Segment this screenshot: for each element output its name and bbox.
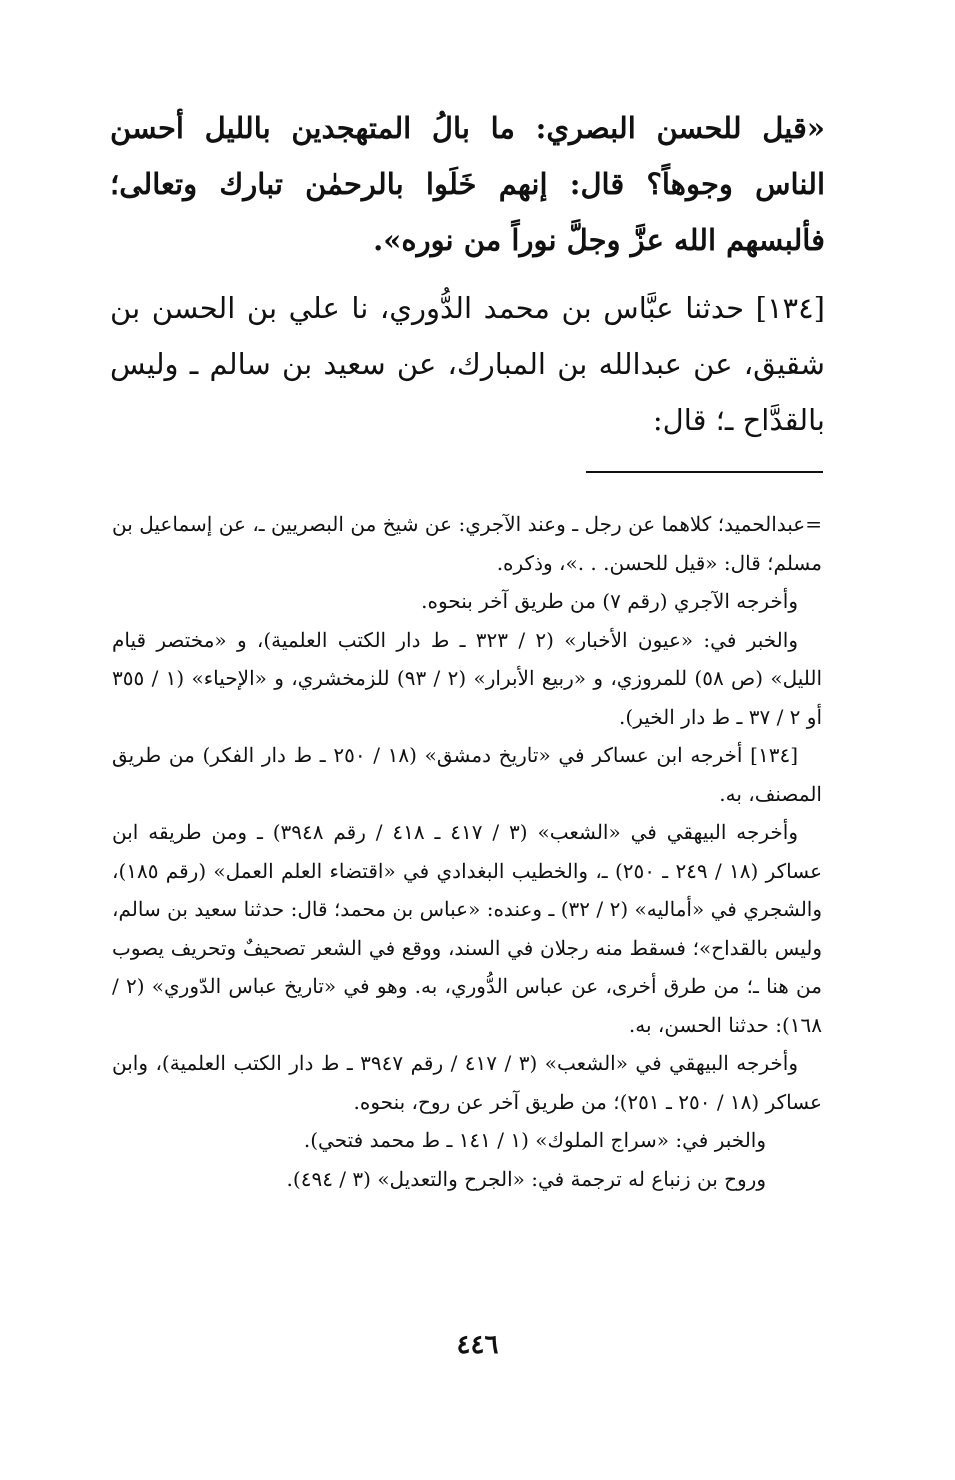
isnad-paragraph: [١٣٤] حدثنا عبَّاس بن محمد الدُّوري، نا علي بن الحسن بن شقيق، عن عبدالله بن المبارك، عن سعيد بن سالم ـ وليس بالقدَّاح ـ؛ قال: <box>110 291 825 437</box>
footnote-paragraph: والخبر في: «سراج الملوك» (١ / ١٤١ ـ ط محمد فتحي). <box>303 1128 766 1152</box>
footnote-paragraph: وأخرجه البيهقي في «الشعب» (٣ / ٤١٧ ـ ٤١٨ / رقم ٣٩٤٨) ـ ومن طريقه ابن عساكر (١٨ / ٢٤٩ ـ ٢٥٠) ـ، والخطيب البغدادي في «اقتضاء العلم العمل» (رقم ١٨٥)، والشجري في «أماليه» (٢ / ٣٢) ـ وعنده: «عباس بن محمد؛ قال: حدثنا سعيد بن سالم، وليس بالقداح»؛ فسقط منه رجلان في السند، ووقع في الشعر تصحيفٌ وتحريف يصوب من هنا ـ؛ من طرق أخرى، عن عباس الدُّوري، به. وهو في «تاريخ عباس الدّوري» (٢ / ١٦٨): حدثنا الحسن، به. <box>112 820 823 1037</box>
footnote-paragraph: وروح بن زنباع له ترجمة في: «الجرح والتعديل» (٣ / ٤٩٤). <box>286 1166 766 1191</box>
footnote-paragraph: وأخرجه الآجري (رقم ٧) من طريق آخر بنحوه. <box>421 589 798 613</box>
main-text <box>110 100 825 448</box>
footnote-separator <box>586 471 823 473</box>
footnote-paragraph: =عبدالحميد؛ كلاهما عن رجل ـ وعند الآجري: عن شيخ من البصريين ـ، عن إسماعيل بن مسلم؛ قال: «قيل للحسن. . .»، وذكره. <box>112 512 822 575</box>
footnote-paragraph: والخبر في: «عيون الأخبار» (٢ / ٣٢٣ ـ ط دار الكتب العلمية)، و «مختصر قيام الليل» (ص ٥٨) للمروزي، و «ربيع الأبرار» (٢ / ٩٣) للزمخشري، و «الإحياء» (١ / ٣٥٥ أو ٢ / ٣٧ ـ ط دار الخير). <box>112 627 823 729</box>
footnotes <box>112 505 822 1198</box>
quote-paragraph: «قيل للحسن البصري: ما بالُ المتهجدين بالليل أحسن الناس وجوهاً؟ قال: إنهم خَلَوا بالرحمٰن تبارك وتعالى؛ فألبسهم الله عزَّ وجلَّ نوراً من نوره». <box>110 111 825 257</box>
page-number: ٤٤٦ <box>456 1330 499 1360</box>
footnote-paragraph: [١٣٤] أخرجه ابن عساكر في «تاريخ دمشق» (١٨ / ٢٥٠ ـ ط دار الفكر) من طريق المصنف، به. <box>112 743 822 806</box>
footnote-paragraph: وأخرجه البيهقي في «الشعب» (٣ / ٤١٧ / رقم ٣٩٤٧ ـ ط دار الكتب العلمية)، وابن عساكر (١٨ / ٢٥٠ ـ ٢٥١)؛ من طريق آخر عن روح، بنحوه. <box>112 1051 822 1114</box>
